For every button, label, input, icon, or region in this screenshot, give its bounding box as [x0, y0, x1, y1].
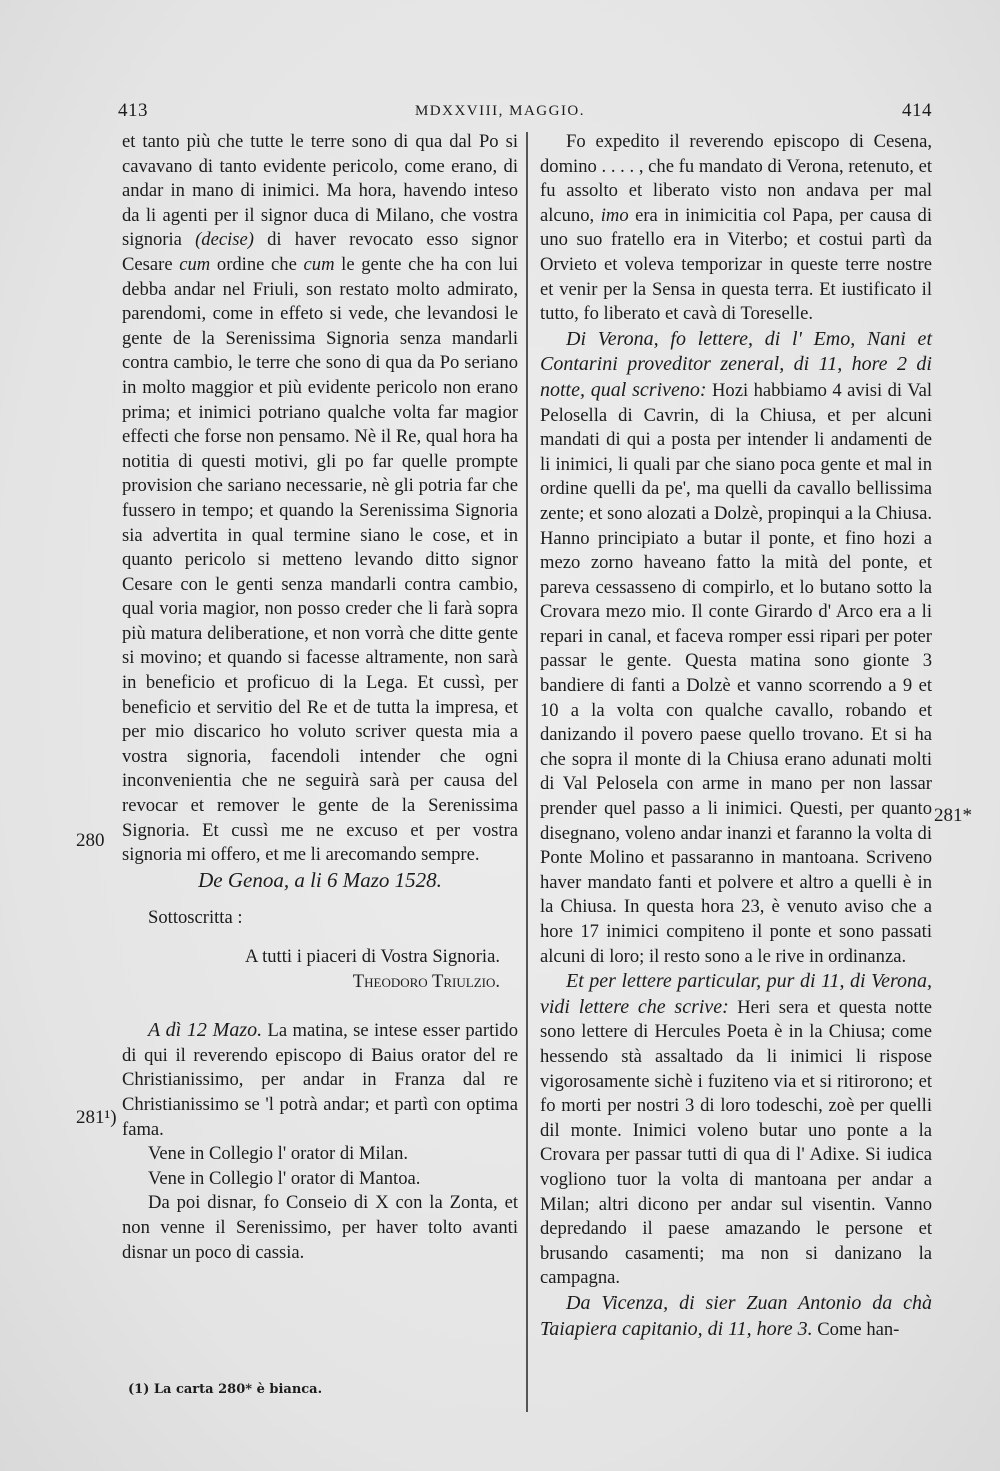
- margin-number: 281¹): [76, 1107, 117, 1128]
- paragraph: Di Verona, fo lettere, di l' Emo, Nani et Contarini proveditor zeneral, di 11, hore 2 di notte, qual scriveno: Hozi habbiamo 4 avisi di Val Pelosella di Cavrin, di la Chiusa, et per alcuni mandati di qui a posta per intender li andamenti de li inimici, li quali par che siano poca gente et mal in ordine quelli da pe', ma quelli da cavallo bellissima zente; et sono alozati a Dolzè, propinqui a la Chiusa. Hanno principiato a butar il ponte, et fino hozi a mezo zorno haveano fatto la mità del ponte, et pareva cessasseno di compirlo, et lo butano sotto la Crovara mezo mio. Il conte Girardo d' Arco era a li repari in canal, et faceva romper essi ripari per poter passar le gente. Questa matina sono gionte 3 bandiere di fanti a Dolzè et vanno scorrendo a 9 et 10 a la volta con qualche cavallo, robando et danizando il povero paese quello trovano. Et si ha che sopra il monte di la Chiusa erano adunati molti di Val Pelosela con arme in mano per non lassar prender quel passo a li inimici. Questi, per quanto disegnano, voleno andar inanzi et faranno la volta di Ponte Molino et passaranno in mantoana. Scriveno haver mandato fanti et polvere et altro a quelli è in la Chiusa. In questa hora 23, è venuto aviso che a hore 17 inimici compiteno il ponte et sono passati alcuni di loro; il resto sono a le rive in ordinanza.: [540, 327, 932, 967]
- paragraph: Fo expedito il reverendo episcopo di Cesena, domino . . . . , che fu mandato di Verona, retenuto, et fu assolto et liberato visto non andava per mal alcuno, imo era in inimicitia col Papa, per causa di uno suo fratello era in Viterbo; et costui partì da Orvieto et voleva temporizar in queste terre nostre et venir per la Sensa in questa terra. Et iustificato il tutto, fo liberato et cavà di Toreselle.: [540, 131, 932, 325]
- signature-name: Theodoro Triulzio.: [352, 970, 500, 992]
- paragraph: Vene in Collegio l' orator di Mantoa.: [148, 1167, 421, 1189]
- dateline: De Genoa, a li 6 Mazo 1528.: [198, 867, 442, 892]
- paragraph: Da poi disnar, fo Conseio di X con la Zonta, et non venne il Serenissimo, per haver tolto avanti disnar un poco di cassia.: [122, 1192, 518, 1263]
- paragraph: A dì 12 Mazo. La matina, se intese esser partido di qui il reverendo episcopo di Baius orator del re Christianissimo, per andar in Franza dal re Christianissimo se 'l potrà andar; et partì con optima fama.: [122, 1019, 518, 1140]
- paragraph: Da Vicenza, di sier Zuan Antonio da chà Taiapiera capitanio, di 11, hore 3. Come han-: [540, 1291, 932, 1340]
- signature-line: A tutti i piaceri di Vostra Signoria.: [245, 946, 500, 967]
- subscription: Sottoscritta :: [148, 907, 243, 929]
- left-column: [122, 130, 518, 1265]
- column-divider: [526, 132, 528, 1412]
- footnote: (1) La carta 280* è bianca.: [128, 1382, 323, 1397]
- running-header: MDXXVIII, MAGGIO.: [414, 103, 586, 119]
- right-column: [540, 130, 932, 1342]
- paragraph: et tanto più che tutte le terre sono di qua dal Po si cavavano di tanto evidente pericolo, come erano, di andar in mano di inimici. Ma hora, havendo inteso da li agenti per il signor duca di Milano, che vostra signoria (decise) di haver revocato esso signor Cesare cum ordine che cum le gente che ha con lui debba andar nel Friuli, son restato molto admirato, parendomi, come in effeto si vede, che levandosi le gente de la Serenissima Signoria senza mandarli contra cambio, le terre che sono di qua da Po seriano in molto maggior et più evidente pericolo non erano prima; et inimici potriano qualche volta far magior effecti che forse non pensamo. Nè il Re, qual hora ha notitia di questi motivi, gli po far quelle prompte provision che sariano necessarie, nè gli potria far che fussero in tempo; et quando la Serenissima Signoria sia advertita in qual termine siano le cose, et in quanto pericolo si metteno levando ditto signor Cesare con le genti senza mandarli contra cambio, qual voria magior, non posso creder che li farà sopra più matura deliberatione, et non vorrà che ditte gente si movino; et quando si facesse altramente, non sarà in beneficio et proficuo di la Lega. Et cussì, per beneficio et servitio del Re et de tutta la impresa, et per mio discarico ho voluto scriver questa mia a vostra signoria, facendoli intender che ogni inconvenientia che ne seguirà sarà per causa del revocar et remover le gente de la Serenissima Signoria. Et cussì me ne excuso et per vostra signoria mi offero, et me li arecomando sempre.: [122, 131, 518, 866]
- right-page-number: 414: [902, 100, 932, 121]
- margin-number: 281*: [934, 805, 972, 826]
- paragraph: Vene in Collegio l' orator di Milan.: [148, 1143, 409, 1165]
- paragraph: Et per lettere particular, pur di 11, di Verona, vidi lettere che scrive: Heri sera et questa notte sono lettere di Hercules Poeta è in la Chiusa; come hessendo stà assaltado da li inimici li rispose vigorosamente sichè i fuziteno via et si ritirorono; et fo morti per nostri 3 di loro todeschi, zoè per quelli dil monte. Inimici voleno butar uno ponte a la Crovara per passar tutti di qua di l' Adixe. Si iudica vogliono tuor la volta di mantoana per andar a Milan; altri dicono per andar sul visentin. Vanno depredando il paese amazando le persone et brusando casamenti; ma non si danizano la campagna.: [540, 970, 933, 1289]
- margin-number: 280: [76, 830, 105, 851]
- left-page-number: 413: [118, 100, 148, 121]
